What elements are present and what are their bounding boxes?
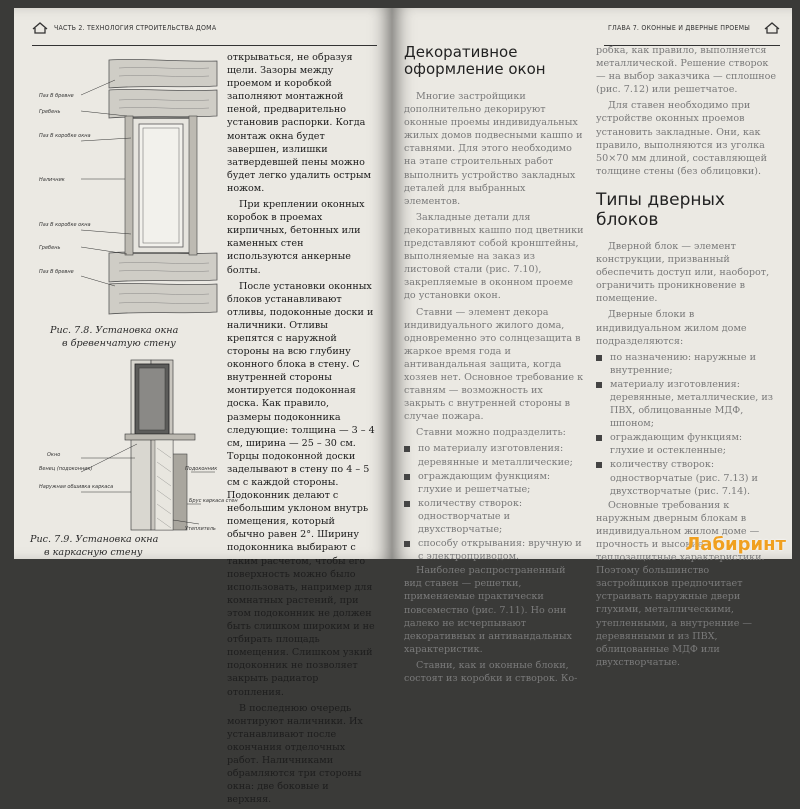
fig2-label: Подоконник: [185, 466, 218, 472]
house-icon: [764, 22, 780, 34]
right-column-2: [596, 44, 778, 672]
right-column-1: [404, 44, 584, 688]
paragraph: При креплении оконных коробок в проемах кирпичных, бетонных или каменных стен используются анкерные болты.: [227, 199, 365, 276]
list-item: количеству створок: одностворчатые и двухстворчатые;: [404, 497, 584, 536]
list-item: способу открывания: вручную и с электроприводом.: [404, 537, 584, 563]
paragraph: Дверной блок — элемент конструкции, призванный обеспечить доступ или, наоборот, ограничить проникновение в помещение.: [596, 240, 770, 305]
watermark-logo: Лабиринт: [685, 534, 786, 555]
fig2-label: Окно: [47, 452, 61, 458]
figure-7-9-caption: Рис. 7.9. Установка окна в каркасную стену: [30, 534, 159, 558]
paragraph: Для ставен необходимо при устройстве оконных проемов установить закладные. Они, как правило, выполняются из уголка 50×70 мм длиной, составляющей толщине стены (без облицовки).: [596, 100, 767, 177]
left-page: [14, 8, 392, 806]
section-title: Типы дверных блоков: [596, 189, 725, 230]
paragraph: После установки оконных блоков устанавливают отливы, подоконные доски и наличники. Отливы крепятся с наружной стороны на всю глубину оконного блока в стену. С внутренней стороны монтируется подоконная доска. Как правило, размеры подоконника следующие: толщина — 3 – 4 см, ширина — 25 – 30 см. Торцы подоконной доски заделывают в стену по 4 – 5 см с каждой стороны. Подоконник делают с небольшим уклоном внутрь помещения, который обычно равен 2°. Ширину подоконника выбирают с таким расчетом, чтобы его поверхность можно было использовать, например для комнатных растений, при этом подоконник не должен быть слишком широким и не отбирать площадь помещения. Слишком узкий подоконник не позволяет закрыть радиатор отопления.: [227, 280, 375, 698]
fig2-label: Венец (подоконник): [39, 466, 93, 472]
paragraph: робка, как правило, выполняется металлической. Решение створок — на выбор заказчика — сплошное (рис. 7.12) или решетчатое.: [596, 45, 777, 96]
right-page-header: [604, 24, 780, 46]
figure-7-8-log-wall-window: [39, 58, 219, 318]
paragraph: Дверные блоки в индивидуальном жилом доме подразделяются:: [596, 309, 747, 347]
left-page-header: [32, 24, 377, 46]
running-head: ГЛАВА 7. ОКОННЫЕ И ДВЕРНЫЕ ПРОЕМЫ: [608, 24, 750, 32]
fig1-label: Гребень: [39, 109, 61, 115]
right-page: [392, 8, 792, 685]
list-item: ограждающим функциям: глухие и решетчатые;: [404, 470, 584, 496]
paragraph: Основные требования к наружным дверным блокам в индивидуальном жилом доме — прочность и высокие теплозащитные характеристики. Поэтому большинство застройщиков предпочитает устраивать наружные двери глухими, металлическими, утепленными, а внутренние — деревянными и из ПВХ, облицованные МДФ или двухстворчатые.: [596, 499, 765, 668]
fig1-label: Паз В бревне: [39, 269, 74, 275]
figure-7-8-caption: Рис. 7.8. Установка окна в бревенчатую стену: [50, 325, 179, 349]
paragraph: открываться, не образуя щели. Зазоры между проемом и коробкой заполняют монтажной пеной, предварительно установив распорки. Когда монтаж окна будет завершен, излишки затвердевшей пены можно будет легко удалить острым ножом.: [227, 52, 372, 194]
paragraph: Наиболее распространенный вид ставен — решетки, применяемые практически повсеместно (рис. 7.11). Но они далеко не исчерпывают декоративных и антивандальных характеристик.: [404, 565, 572, 655]
list-item: количеству створок: одностворчатые (рис. 7.13) и двухстворчатые (рис. 7.14).: [596, 458, 778, 497]
door-blocks-list: [596, 351, 778, 498]
left-text-column: [227, 51, 375, 809]
paragraph: Ставни, как и оконные блоки, состоят из коробки и створок. Ко-: [404, 659, 578, 685]
fig1-label: Паз В бревне: [39, 93, 74, 99]
list-item: по материалу изготовления: деревянные и металлические;: [404, 442, 584, 468]
fig1-label: Гребень: [39, 245, 61, 251]
paragraph: Ставни — элемент декора индивидуального жилого дома, одновременно это солнцезащита в жаркое время года и антивандальная защита, когда хозяев нет. Основное требование к ставням — возможность их закрыть с внутренней стороны в случае пожара.: [404, 306, 584, 423]
fig1-label: Паз В коробке окна: [39, 222, 91, 228]
figure-7-9-frame-wall-window: [39, 358, 238, 533]
paragraph: Ставни можно подразделить:: [416, 427, 566, 439]
list-item: материалу изготовления: деревянные, металлические, из ПВХ, облицованные МДФ, шпоном;: [596, 378, 778, 430]
house-icon: [32, 22, 48, 34]
running-head: ЧАСТЬ 2. ТЕХНОЛОГИЯ СТРОИТЕЛЬСТВА ДОМА: [54, 24, 217, 32]
shutters-list: [404, 442, 584, 563]
section-title: Декоративное оформление окон: [404, 43, 546, 78]
paragraph: Закладные детали для декоративных кашпо под цветники представляют собой кронштейны, выполняемые на заказ из листовой стали (рис. 7.10), закрепляемые в оконном проеме до установки окон.: [404, 211, 584, 302]
fig2-label: Наружная обшивка каркаса: [39, 484, 114, 490]
fig2-label: Утеплитель: [185, 526, 216, 532]
list-item: ограждающим функциям: глухие и остекленные;: [596, 431, 778, 457]
fig1-label: Паз В коробке окна: [39, 133, 91, 139]
fig1-label: Наличник: [39, 177, 65, 183]
fig2-label: Брус каркаса стен: [189, 498, 238, 504]
paragraph: Многие застройщики дополнительно декорируют оконные проемы индивидуальных жилых домов подвесными кашпо и ставнями. Для этого необходимо на этапе строительных работ выполнить устройство закладных деталей для выбранных элементов.: [404, 91, 583, 207]
list-item: по назначению: наружные и внутренние;: [596, 351, 778, 377]
paragraph: В последнюю очередь монтируют наличники. Их устанавливают после окончания отделочных работ. Наличниками обрамляются три стороны окна: две боковые и верхняя.: [227, 702, 363, 806]
